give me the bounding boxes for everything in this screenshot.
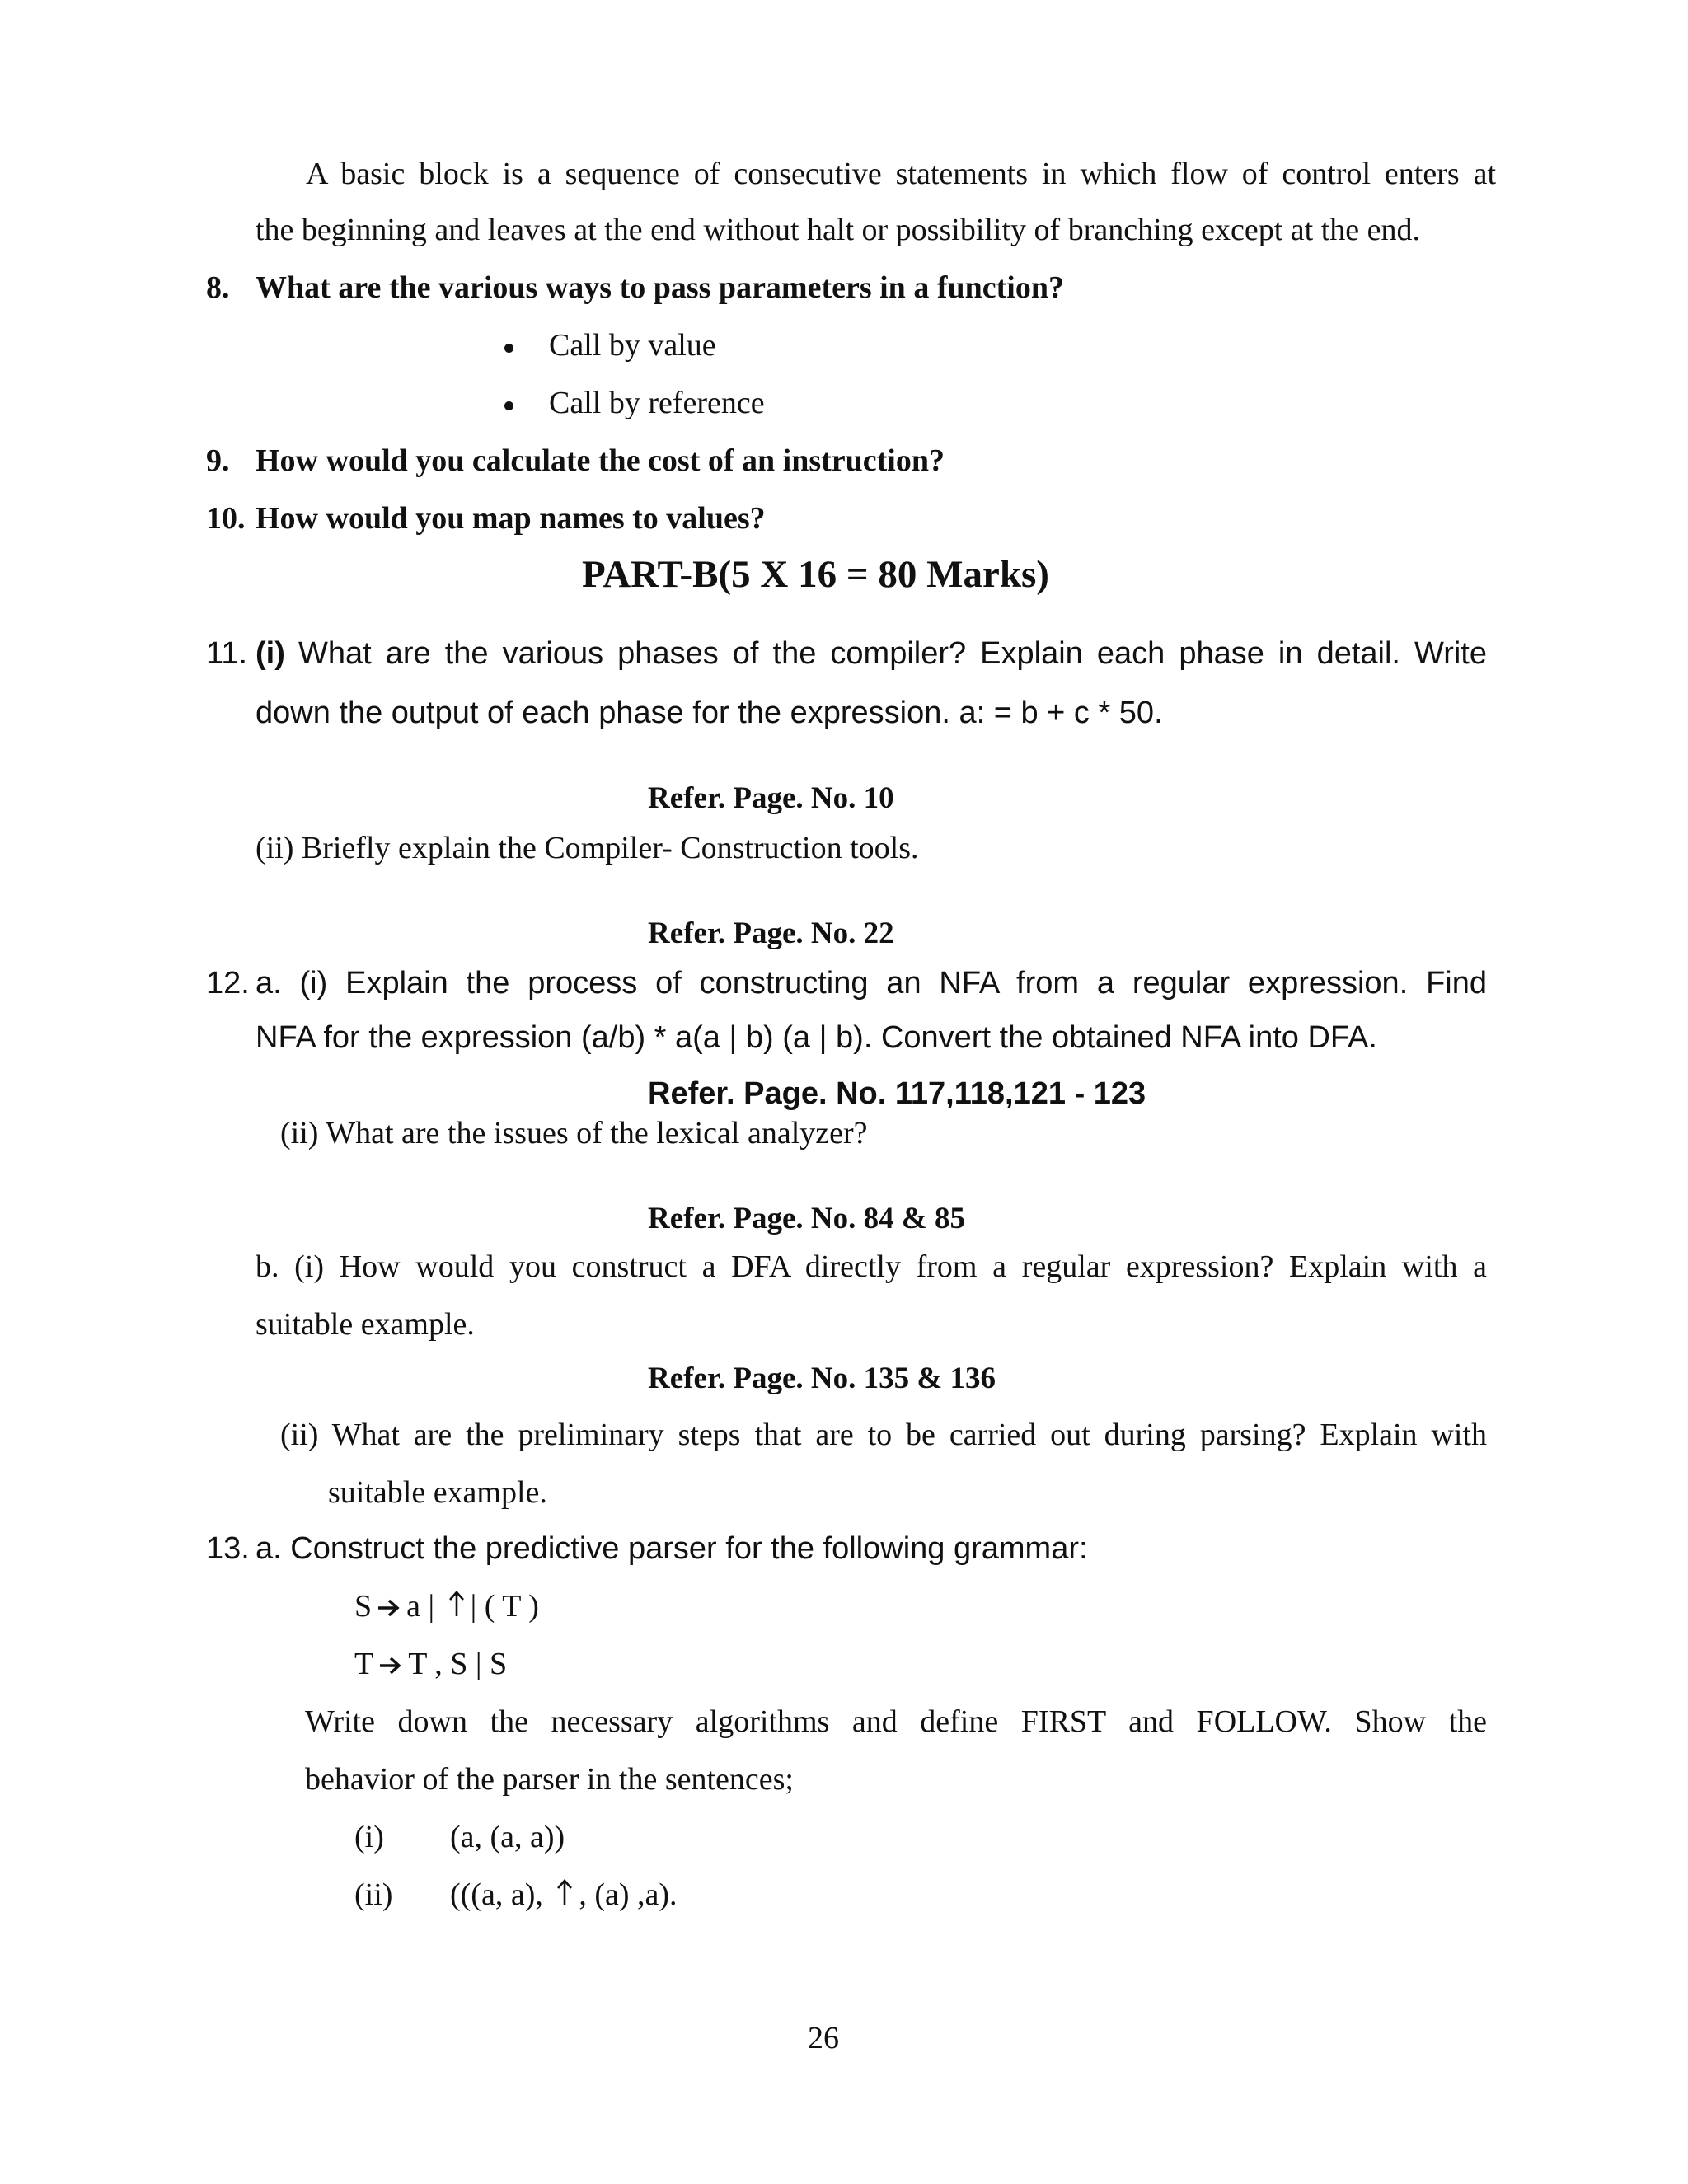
sentence-2-text: [450, 1877, 678, 1914]
intro-line-1: A basic block is a sequence of consecutive statements in which flow of control enters at: [306, 157, 1496, 191]
rule-1-rhs-b: | ( T ): [470, 1589, 539, 1624]
q12-a-line-2: NFA for the expression (a/b) * a(a | b) (a | b). Convert the obtained NFA into DFA.: [256, 1020, 1377, 1055]
q12-b-ii-line-1: (ii) What are the preliminary steps that are to be carried out during parsing? Explain with: [280, 1418, 1487, 1452]
sentence-1-label: (i): [354, 1820, 384, 1854]
q8-bullet-1: Call by value: [549, 328, 716, 363]
q12-a-line-1: a. (i) Explain the process of constructing an NFA from a regular expression. Find: [256, 966, 1487, 1001]
q10-number: 10.: [206, 501, 246, 536]
q12-b-line-1: b. (i) How would you construct a DFA directly from a regular expression? Explain with a: [256, 1249, 1487, 1284]
rule-1-rhs-a: a |: [406, 1589, 435, 1624]
q11-i-line-1: What are the various phases of the compiler? Explain each phase in detail. Write: [298, 636, 1487, 671]
bullet-icon: [504, 344, 513, 353]
q11-i-label: (i): [256, 636, 285, 671]
q11-number: 11.: [206, 636, 248, 671]
derives-arrow-icon: [378, 1647, 403, 1683]
q12-b-line-2: suitable example.: [256, 1307, 475, 1342]
up-arrow-icon: [556, 1877, 574, 1914]
grammar-rule-2: [354, 1647, 507, 1683]
q12-ref-2: Refer. Page. No. 84 & 85: [648, 1202, 965, 1235]
q9-text: How would you calculate the cost of an instruction?: [256, 443, 945, 478]
q8-bullet-2: Call by reference: [549, 386, 765, 420]
q12-ref-1: Refer. Page. No. 117,118,121 - 123: [648, 1076, 1146, 1111]
q12-number: 12.: [206, 966, 250, 1001]
q13-desc-line-2: behavior of the parser in the sentences;: [305, 1762, 794, 1797]
intro-line-2: the beginning and leaves at the end without halt or possibility of branching except at the end.: [256, 213, 1421, 247]
page-number: 26: [808, 2021, 839, 2055]
q13-number: 13.: [206, 1531, 250, 1566]
up-arrow-icon: [448, 1589, 466, 1625]
sentence-1-text: (a, (a, a)): [450, 1820, 565, 1854]
rule-2-lhs: T: [354, 1647, 374, 1681]
bullet-icon: [504, 401, 513, 410]
rule-2-rhs: T , S | S: [408, 1647, 508, 1681]
q8-text: What are the various ways to pass parameters in a function?: [256, 270, 1064, 305]
q11-ref-1: Refer. Page. No. 10: [648, 781, 894, 815]
q11-ref-2: Refer. Page. No. 22: [648, 916, 894, 950]
q10-text: How would you map names to values?: [256, 501, 766, 536]
part-b-heading: PART-B(5 X 16 = 80 Marks): [582, 553, 1049, 596]
q8-number: 8.: [206, 270, 230, 305]
q13-a-text: a. Construct the predictive parser for the following grammar:: [256, 1531, 1088, 1566]
q9-number: 9.: [206, 443, 230, 478]
q11-ii: (ii) Briefly explain the Compiler- Construction tools.: [256, 831, 919, 865]
grammar-rule-1: [354, 1589, 539, 1625]
derives-arrow-icon: [377, 1589, 401, 1625]
q11-i-line-2: down the output of each phase for the expression. a: = b + c * 50.: [256, 696, 1163, 730]
sentence-2-text-b: , (a) ,a).: [579, 1877, 678, 1912]
sentence-2-text-a: (((a, a),: [450, 1877, 543, 1912]
sentence-2-label: (ii): [354, 1877, 393, 1912]
q13-desc-line-1: Write down the necessary algorithms and define FIRST and FOLLOW. Show the: [305, 1704, 1487, 1739]
q12-b-ii-line-2: suitable example.: [328, 1475, 547, 1510]
q12-a-ii: (ii) What are the issues of the lexical analyzer?: [280, 1116, 868, 1151]
q12-ref-3: Refer. Page. No. 135 & 136: [648, 1361, 996, 1395]
rule-1-lhs: S: [354, 1589, 373, 1624]
